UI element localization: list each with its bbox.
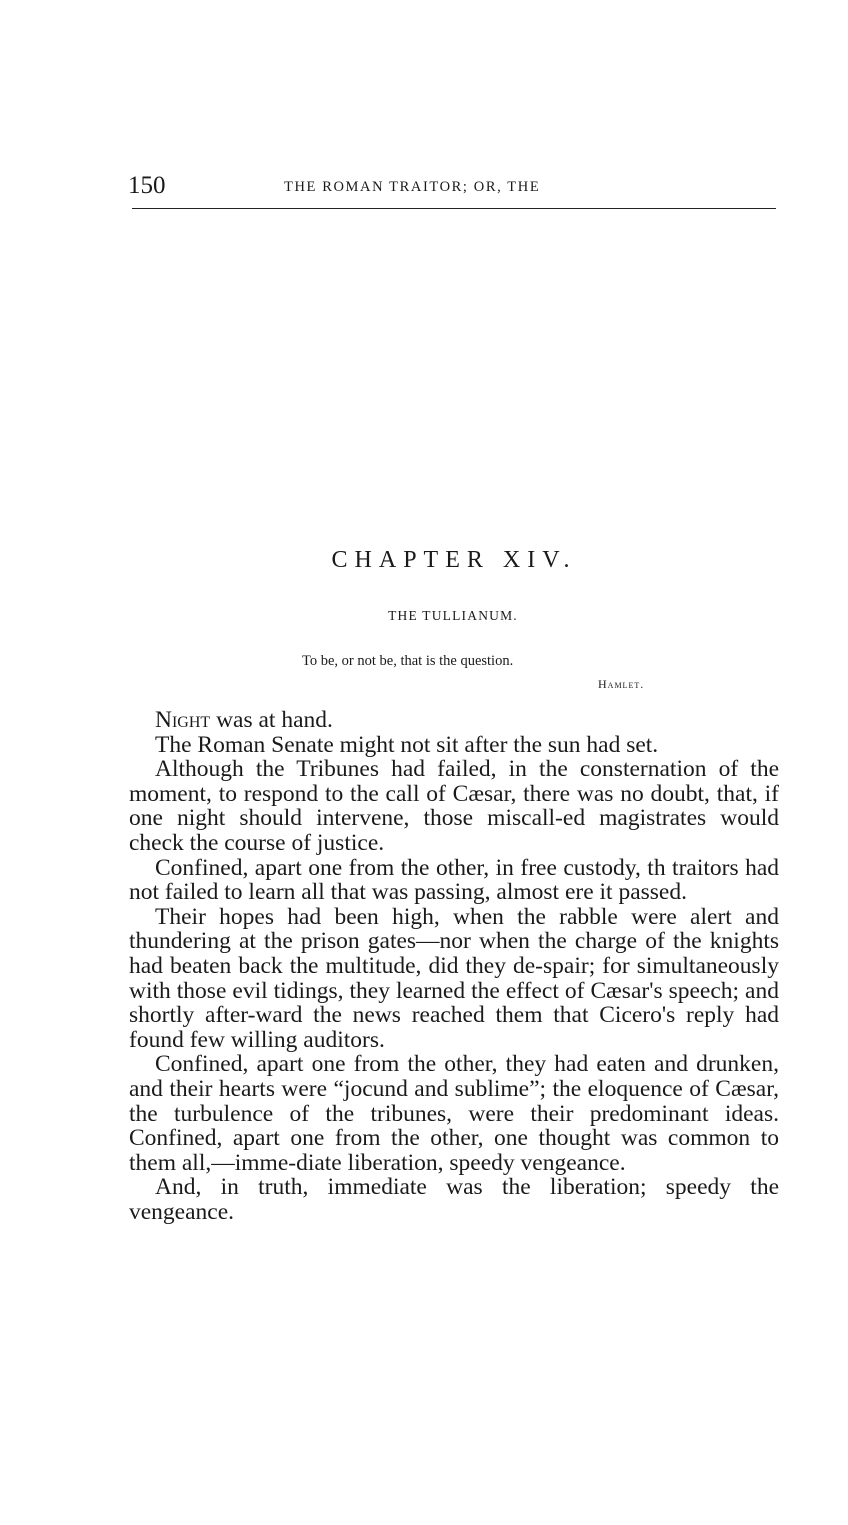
paragraph: Confined, apart one from the other, in free custody, th traitors had not failed to learn all that was passing, almost ere it passed.: [129, 854, 779, 906]
paragraph: The Roman Senate might not sit after the sun had set.: [155, 731, 659, 758]
paragraph: Although the Tribunes had failed, in the consternation of the moment, to respond to the call of Cæsar, there was no doubt, that, if one night should intervene, those miscall-ed magistrates would check the course of justice.: [129, 756, 779, 856]
chapter-title: CHAPTER XIV.: [331, 547, 577, 573]
page-number: 150: [128, 172, 166, 199]
paragraph: Confined, apart one from the other, they had eaten and drunken, and their hearts were “jocund and sublime”; the eloquence of Cæsar, the turbulence of the tribunes, were their predominant ideas. Confined, apart one from the other, one thought was common to them all,—imme-diate liberation, speedy vengeance.: [129, 1051, 779, 1176]
paragraph: Their hopes had been high, when the rabble were alert and thundering at the prison gates—nor when the charge of the knights had beaten back the multitude, did they de-spair; for simultaneously with those evil tidings, they learned the effect of Cæsar's speech; and shortly after-ward the news reached them that Cicero's reply had found few willing auditors.: [129, 903, 779, 1053]
chapter-subtitle: THE TULLIANUM.: [388, 608, 518, 623]
epigraph-quote: To be, or not be, that is the question.: [302, 653, 514, 669]
paragraph: [129, 708, 779, 733]
chapter-body: [129, 708, 779, 1224]
epigraph-attribution: Hamlet.: [598, 677, 645, 691]
running-head: [128, 172, 776, 202]
paragraph-text: was at hand.: [210, 707, 333, 733]
paragraph: And, in truth, immediate was the liberation; speedy the vengeance.: [129, 1174, 779, 1225]
running-title: THE ROMAN TRAITOR; OR, THE: [284, 179, 541, 195]
header-rule: [132, 208, 776, 209]
paragraph-lead-word: Night: [155, 707, 211, 733]
